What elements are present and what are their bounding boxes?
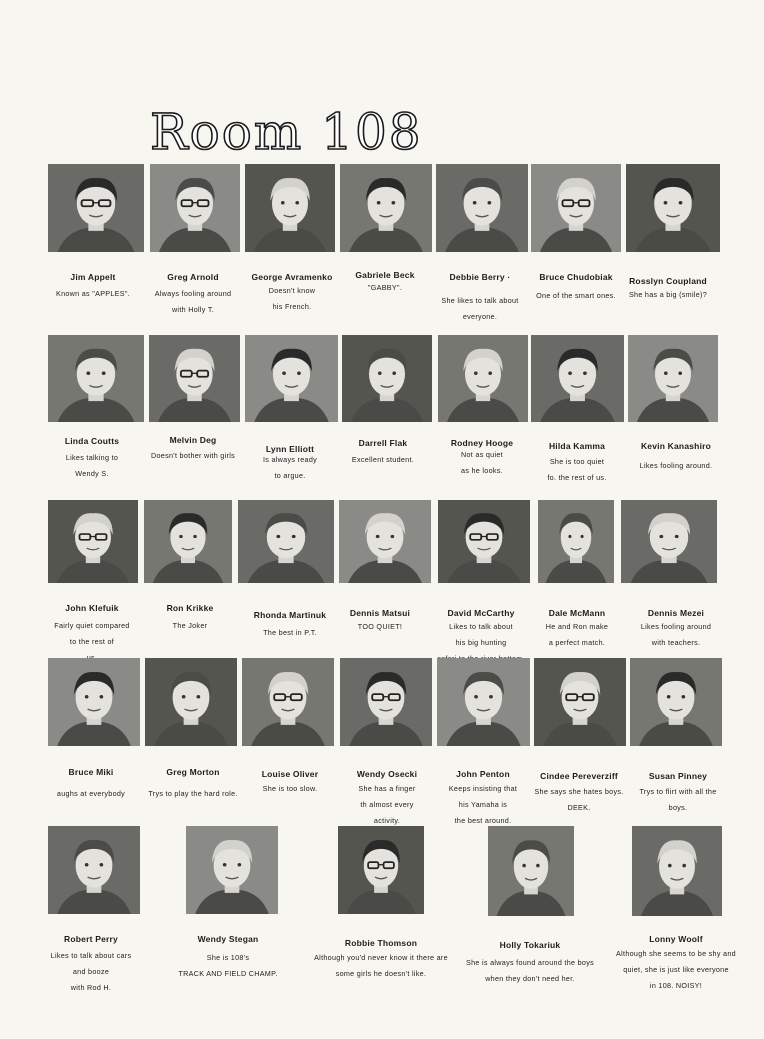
student-name: Dennis Mezei [647, 608, 705, 618]
student-caption [358, 619, 402, 635]
student-caption [148, 786, 237, 802]
caption-line: Likes to talk about [449, 622, 513, 631]
caption-line: She says she hates boys. [534, 787, 624, 796]
student-photo [245, 164, 335, 252]
student-photo [339, 500, 431, 583]
student-name: Melvin Deg [169, 435, 217, 445]
page-title: Room 108 [150, 103, 423, 161]
student-caption [546, 619, 608, 651]
caption-line: She is too quiet [549, 457, 605, 466]
caption-line: Doesn't know [268, 286, 316, 295]
student-photo [531, 164, 621, 252]
student-name: Gabriele Beck [355, 270, 415, 280]
caption-line: She is too slow. [262, 784, 318, 793]
student-caption [461, 447, 503, 479]
caption-line: Wendy S. [75, 469, 109, 478]
student-name: Greg Arnold [167, 272, 219, 282]
student-name: Rodney Hooge [450, 438, 514, 448]
student-photo [437, 658, 530, 746]
caption-line: quiet, she is just like everyone [623, 965, 729, 974]
caption-line: in 108. NOISY! [649, 981, 703, 990]
caption-line: The Joker [172, 621, 208, 630]
student-name: Debbie Berry · [449, 272, 511, 282]
caption-line: She likes to talk about [441, 296, 519, 305]
student-caption [441, 293, 518, 325]
caption-line: Trys to flirt with all the [639, 787, 717, 796]
student-photo [626, 164, 720, 252]
student-caption [269, 283, 316, 315]
caption-line: She has a finger [358, 784, 416, 793]
student-photo [531, 335, 624, 422]
caption-line: his Yamaha is [458, 800, 508, 809]
student-photo [149, 335, 240, 422]
student-caption [263, 625, 317, 641]
student-photo [488, 826, 574, 916]
caption-line: activity. [373, 816, 401, 825]
student-photo [340, 164, 432, 252]
student-name: Rosslyn Coupland [629, 276, 707, 286]
caption-line: a perfect match. [548, 638, 606, 647]
student-photo [436, 164, 528, 252]
caption-line: Is always ready [262, 455, 318, 464]
caption-line: She is always found around the boys [466, 958, 594, 967]
student-photo [438, 335, 528, 422]
student-name: Robbie Thomson [344, 938, 418, 948]
student-name: Greg Morton [166, 767, 220, 777]
caption-line: Likes fooling around [640, 622, 712, 631]
student-name: Wendy Stegan [197, 934, 259, 944]
student-caption [534, 784, 623, 816]
student-name: Dennis Matsui [349, 608, 411, 618]
student-name: Lonny Woolf [649, 934, 703, 944]
caption-line: Excellent student. [351, 455, 415, 464]
student-name: Rhonda Martinuk [253, 610, 327, 620]
student-name: Kevin Kanashiro [640, 441, 712, 451]
student-photo [340, 658, 432, 746]
student-photo [145, 658, 237, 746]
caption-line: TOO QUIET! [357, 622, 403, 631]
student-photo [48, 658, 140, 746]
student-photo [242, 658, 334, 746]
caption-line: One of the smart ones. [536, 291, 616, 300]
student-name: Linda Coutts [64, 436, 120, 446]
student-photo [438, 500, 530, 583]
student-photo [338, 826, 424, 914]
caption-line: Likes talking to [65, 453, 119, 462]
caption-line: Although you'd never know it there are [314, 953, 448, 962]
caption-line: Trys to play the hard role. [148, 789, 238, 798]
student-caption [173, 618, 208, 634]
caption-line: Likes to talk about cars [50, 951, 132, 960]
caption-line: and booze [72, 967, 110, 976]
student-caption [263, 452, 317, 484]
caption-line: as he looks. [461, 466, 503, 475]
caption-line: "GABBY". [367, 283, 403, 292]
caption-line: to argue. [274, 471, 306, 480]
student-name: David McCarthy [447, 608, 515, 618]
student-name: Bruce Miki [68, 767, 114, 777]
student-photo [621, 500, 717, 583]
student-caption [547, 454, 606, 486]
student-name: Ron Krikke [166, 603, 214, 613]
caption-line: to the rest of [69, 637, 115, 646]
student-caption [56, 286, 130, 302]
caption-line: with Rod H. [70, 983, 112, 992]
student-photo [628, 335, 718, 422]
caption-line: Doesn't bother with girls [151, 451, 235, 460]
student-photo [144, 500, 232, 583]
student-caption [449, 781, 517, 829]
student-name: John Penton [456, 769, 510, 779]
caption-line: the best around. [454, 816, 512, 825]
caption-line: Not as quiet [461, 450, 503, 459]
student-photo [342, 335, 432, 422]
caption-line: fo. the rest of us. [547, 473, 607, 482]
student-name: Lynn Elliott [265, 444, 315, 454]
student-caption [57, 786, 125, 802]
student-name: Darrell Flak [358, 438, 408, 448]
student-caption [536, 288, 616, 304]
student-photo [48, 826, 140, 914]
student-caption [178, 950, 277, 982]
student-photo [630, 658, 722, 746]
caption-line: Always fooling around [154, 289, 232, 298]
student-photo [538, 500, 614, 583]
caption-line: She is 108's [206, 953, 250, 962]
student-name: George Avramenko [251, 272, 333, 282]
caption-line: Likes fooling around. [639, 461, 713, 470]
caption-line: some girls he doesn't like. [335, 969, 427, 978]
student-caption [368, 280, 402, 296]
student-name: Jim Appelt [70, 272, 116, 282]
student-caption [352, 452, 414, 468]
student-photo [534, 658, 626, 746]
caption-line: with teachers. [651, 638, 701, 647]
student-caption [263, 781, 318, 797]
student-name: Robert Perry [64, 934, 118, 944]
caption-line: everyone. [462, 312, 498, 321]
student-caption [66, 450, 118, 482]
caption-line: his big hunting [455, 638, 507, 647]
caption-line: th almost every [360, 800, 414, 809]
student-photo [150, 164, 240, 252]
student-name: Susan Pinney [648, 771, 708, 781]
student-photo [632, 826, 722, 916]
student-caption [640, 458, 713, 474]
student-name: Bruce Chudobiak [539, 272, 613, 282]
caption-line: He and Ron make [545, 622, 609, 631]
caption-line: DEEK. [567, 803, 591, 812]
student-caption [616, 946, 736, 994]
student-photo [245, 335, 338, 422]
caption-line: Although she seems to be shy and [616, 949, 736, 958]
caption-line: when they don't need her. [485, 974, 575, 983]
student-photo [48, 335, 144, 422]
caption-line: his French. [272, 302, 312, 311]
student-photo [186, 826, 278, 914]
caption-line: She has a big (smile)? [628, 290, 708, 299]
caption-line: TRACK AND FIELD CHAMP. [178, 969, 278, 978]
caption-line: boys. [668, 803, 688, 812]
caption-line: Known as "APPLES". [55, 289, 131, 298]
student-photo [48, 164, 144, 252]
student-caption [51, 948, 132, 996]
student-name: Hilda Kamma [548, 441, 606, 451]
student-caption [314, 950, 448, 982]
student-caption [641, 619, 711, 651]
student-name: Louise Oliver [261, 769, 319, 779]
student-name: John Klefuik [65, 603, 119, 613]
student-caption [151, 448, 235, 464]
student-name: Wendy Osecki [356, 769, 418, 779]
caption-line: with Holly T. [171, 305, 215, 314]
student-caption [639, 784, 716, 816]
caption-line: aughs at everybody [56, 789, 126, 798]
student-photo [48, 500, 138, 583]
caption-line: Fairly quiet compared [54, 621, 130, 630]
student-caption [629, 287, 707, 303]
student-photo [238, 500, 334, 583]
student-name: Dale McMann [548, 608, 606, 618]
student-caption [155, 286, 232, 318]
student-name: Cindee Pereverziff [540, 771, 618, 781]
student-caption [466, 955, 594, 987]
student-caption [358, 781, 415, 829]
student-name: Holly Tokariuk [499, 940, 561, 950]
caption-line: Keeps insisting that [448, 784, 518, 793]
caption-line: The best in P.T. [263, 628, 317, 637]
